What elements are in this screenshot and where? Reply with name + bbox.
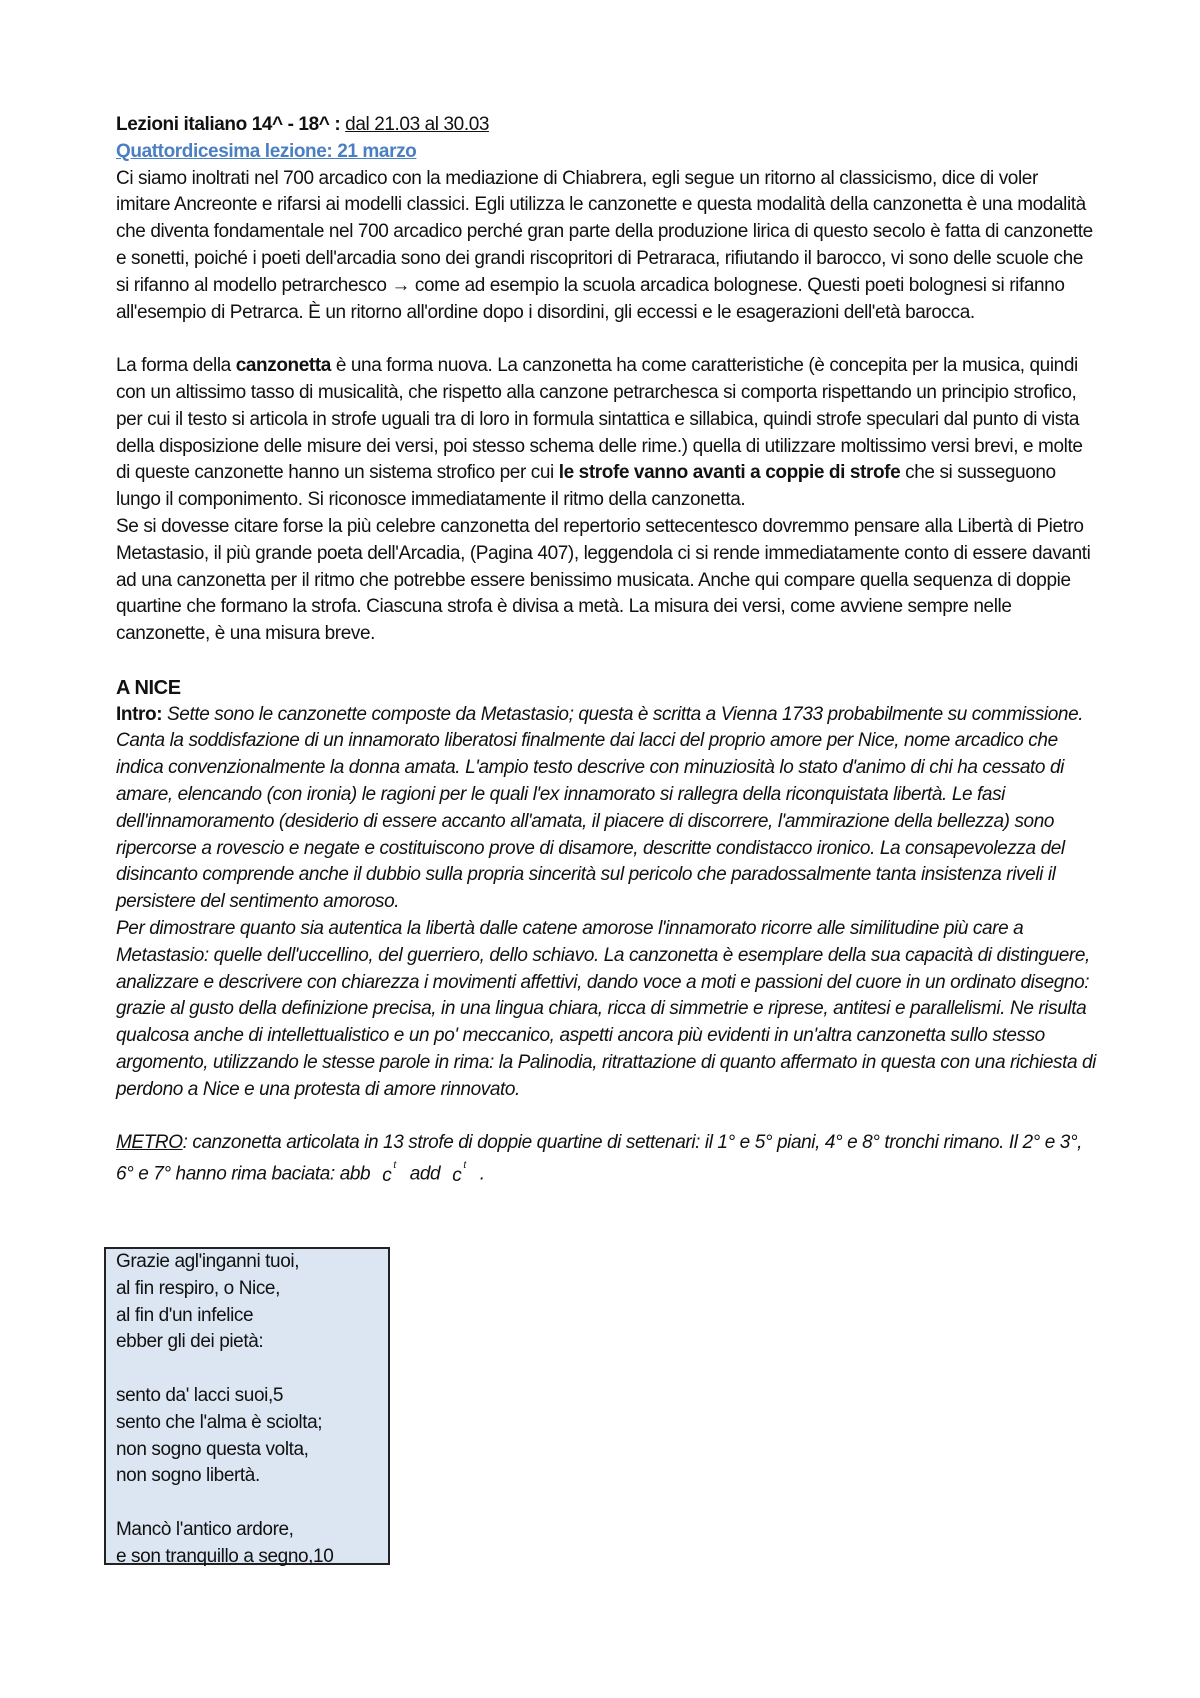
section-heading-a-nice: A NICE: [116, 676, 181, 699]
text-run: La forma della: [116, 355, 236, 377]
poem-line-blank: [116, 1490, 388, 1517]
metro-add: add: [409, 1163, 441, 1185]
intro-text: Sette sono le canzonette composte da Metastasio; questa è scritta a Vienna 1733 probabilmente su commissione. Canta la soddisfazione di un innamorato liberatosi finalmente dai lacci del proprio amore per Nice, nome arcadico che indica convenzionalmente la donna amata. L'ampio testo descrive con minuziosità lo stato d'animo di chi ha cessato di amare, elencando (con ironia) le ragioni per le quali l'ex innamorato si rallegra della riconquistata libertà. Le fasi dell'innamoramento (desiderio di essere accanto all'amata, il piacere di discorrere, l'ammirazione della bellezza) sono ripercorse a rovescio e negate e costituiscono prove di disamore, descritte condistacco ironico. La consapevolezza del disincanto comprende anche il dubbio sulla propria sincerità sul pericolo che paradossalmente tanta insistenza riveli il persistere del sentimento amoroso.: [116, 703, 1084, 913]
metro-label: METRO: [116, 1132, 183, 1154]
poem-line: sento che l'alma è sciolta;: [116, 1411, 323, 1433]
poem-line: al fin d'un infelice: [116, 1304, 254, 1326]
poem-line: sento da' lacci suoi,5: [116, 1384, 283, 1406]
document-page: [116, 112, 1096, 1188]
lesson-link[interactable]: Quattordicesima lezione: 21 marzo: [116, 140, 417, 162]
rhyme-c-first: [382, 1160, 396, 1187]
text-run: che si susseguono lungo il componimento. Si riconosce immediatamente il ritmo della canzonetta.: [116, 462, 1056, 511]
rhyme-superscript: t: [463, 1160, 466, 1172]
poem-line: e son tranquillo a segno,10: [116, 1545, 334, 1567]
rhyme-c-second: [452, 1160, 466, 1187]
date-range: dal 21.03 al 30.03: [345, 114, 490, 135]
poem-line: al fin respiro, o Nice,: [116, 1277, 280, 1299]
metro-end: .: [479, 1163, 485, 1185]
title-bold: Lezioni italiano 14^ - 18^ :: [116, 114, 341, 135]
poem-line: non sogno libertà.: [116, 1465, 260, 1487]
intro-label: Intro:: [116, 703, 163, 725]
rhyme-letter: c: [382, 1165, 392, 1187]
paragraph-liberta: Se si dovesse citare forse la più celebre canzonetta del repertorio settecentesco dovremmo pensare alla Libertà di Pietro Metastasio, il più grande poeta dell'Arcadia, (Pagina 407), leggendola ci si rende immediatamente conto di essere davanti ad una canzonetta per il ritmo che potrebbe essere benissimo musicata. Anche qui compare quella sequenza di doppie quartine che formano la strofa. Ciascuna strofa è divisa a metà. La misura dei versi, come avviene sempre nelle canzonette, è una misura breve.: [116, 515, 1091, 645]
intro-paragraph-2: Per dimostrare quanto sia autentica la libertà dalle catene amorose l'innamorato ricorre alle similitudine più care a Metastasio: quelle dell'uccellino, del guerriero, dello schiavo. La canzonetta è esemplare della sua capacità di distinguere, analizzare e descrivere con chiarezza i movimenti affettivi, dando voce a moti e passioni del cuore in un ordinato disegno: grazie al gusto della definizione precisa, in una lingua chiara, ricca di simmetrie e riprese, antitesi e parallelismi. Ne risulta qualcosa anche di intellettualistico e un po' meccanico, aspetti ancora più evidenti in un'altra canzonetta sullo stesso argomento, utilizzando le stesse parole in rima: la Palinodia, ritrattazione di quanto affermato in questa con una richiesta di perdono a Nice e una protesta di amore rinnovato.: [116, 917, 1097, 1100]
metro-text: : canzonetta articolata in 13 strofe di doppie quartine di settenari: il 1° e 5° piani, 4° e 8° tronchi rimano. Il 2° e 3°, 6° e 7° hanno rima baciata: abb: [116, 1132, 1083, 1185]
text-run: è una forma nuova. La canzonetta ha come caratteristiche (è concepita per la musica, quindi con un altissimo tasso di musicalità, che rispetto alla canzone petrarchesca si comporta rispettando un principio strofico, per cui il testo si articola in strofe uguali tra di loro in formula sintattica e sillabica, quindi strofe speculari dal punto di vista della disposizione delle misure dei versi, poi stesso schema delle rime.) quella di utilizzare moltissimo versi brevi, e molte di queste canzonette hanno un sistema strofico per cui: [116, 355, 1083, 484]
poem-line: Grazie agl'inganni tuoi,: [116, 1251, 300, 1272]
rhyme-superscript: t: [393, 1160, 396, 1172]
poem-line: Mancò l'antico ardore,: [116, 1518, 294, 1540]
poem-line: non sogno questa volta,: [116, 1438, 309, 1460]
poem-line-blank: [116, 1356, 388, 1383]
intro-paragraph: [116, 702, 1096, 916]
rhyme-letter: c: [452, 1165, 462, 1187]
bold-phrase-strofe: le strofe vanno avanti a coppie di strofe: [558, 462, 901, 484]
poem-line: ebber gli dei pietà:: [116, 1331, 264, 1353]
paragraph-canzonetta: [116, 353, 1096, 514]
poem-box: [104, 1247, 390, 1565]
metro-paragraph: [116, 1130, 1096, 1188]
bold-term-canzonetta: canzonetta: [235, 355, 331, 377]
document-title: [116, 112, 1096, 139]
paragraph-arcadia: Ci siamo inoltrati nel 700 arcadico con la mediazione di Chiabrera, egli segue un ritorno al classicismo, dice di voler imitare Ancreonte e rifarsi ai modelli classici. Egli utilizza le canzonette e questa modalità della canzonetta è una modalità che diventa fondamentale nel 700 arcadico perché gran parte della produzione lirica di questo secolo è fatta di canzonette e sonetti, poiché i poeti dell'arcadia sono dei grandi riscopritori di Petraraca, rifiutando il barocco, vi sono delle scuole che si rifanno al modello petrarchesco → come ad esempio la scuola arcadica bolognese. Questi poeti bolognesi si rifanno all'esempio di Petrarca. È un ritorno all'ordine dopo i disordini, gli eccessi e le esagerazioni dell'età barocca.: [116, 167, 1093, 323]
